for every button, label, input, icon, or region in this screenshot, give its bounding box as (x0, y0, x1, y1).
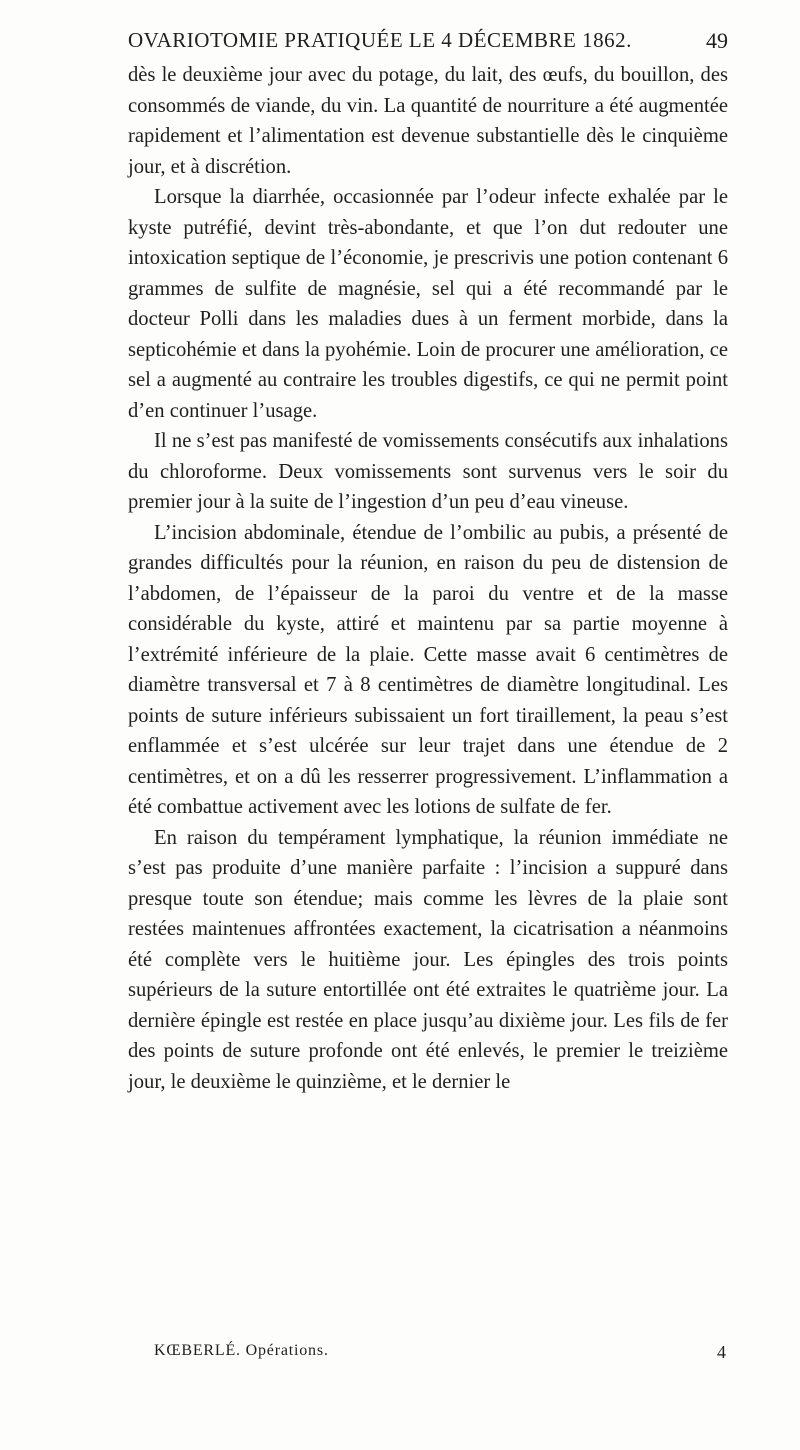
footer-author: KŒBERLÉ. Opérations. (154, 1342, 329, 1359)
paragraph-vomissements: Il ne s’est pas manifesté de vomissements consécutifs aux inhalations du chloroforme. Deux vomissements sont survenus vers le soir du premier jour à la suite de l’ingestion d’un peu d’eau vineuse. (128, 430, 728, 513)
signature-mark: 4 (717, 1342, 726, 1362)
paragraph-diarrhee: Lorsque la diarrhée, occasionnée par l’odeur infecte exhalée par le kyste putréfié, devint très-abondante, et que l’on dut redouter une intoxication septique de l’économie, je prescrivis une potion contenant 6 grammes de sulfite de magnésie, sel qui a été recommandé par le docteur Polli dans les maladies dues à un ferment morbide, dans la septicohémie et dans la pyohémie. Loin de procurer une amélioration, ce sel a augmenté au contraire les troubles digestifs, ce qui ne permit point d’en continuer l’usage. (128, 186, 728, 422)
page-footer (154, 1342, 728, 1372)
running-head (128, 22, 728, 62)
paragraph-incision: L’incision abdominale, étendue de l’ombilic au pubis, a présenté de grandes difficultés pour la réunion, en raison du peu de distension de l’abdomen, de l’épaisseur de la paroi du ventre et de la masse considérable du kyste, attiré et maintenu par sa partie moyenne à l’extrémité inférieure de la plaie. Cette masse avait 6 centimètres de diamètre transversal et 7 à 8 centimètres de diamètre longitudinal. Les points de suture inférieurs subissaient un fort tiraillement, la peau s’est enflammée et s’est ulcérée sur leur trajet dans une étendue de 2 centimètres, et on a dû les resserrer progressivement. L’inflammation a été combattue activement avec les lotions de sulfate de fer. (128, 521, 728, 818)
running-title: OVARIOTOMIE PRATIQUÉE LE 4 DÉCEMBRE 1862. (128, 28, 632, 52)
body-text (128, 60, 728, 1097)
page-number: 49 (706, 28, 728, 53)
paragraph-continuation: dès le deuxième jour avec du potage, du lait, des œufs, du bouillon, des consommés de viande, du vin. La quantité de nourriture a été augmentée rapidement et l’alimentation est devenue substantielle dès le cinquième jour, et à discrétion. (128, 64, 728, 178)
paragraph-reunion: En raison du tempérament lymphatique, la réunion immédiate ne s’est pas produite d’une manière parfaite : l’incision a suppuré dans presque toute son étendue; mais comme les lèvres de la plaie sont restées maintenues affrontées exactement, la cicatrisation a néanmoins été complète vers le huitième jour. Les épingles des trois points supérieurs de la suture entortillée ont été extraites le quatrième jour. La dernière épingle est restée en place jusqu’au dixième jour. Les fils de fer des points de suture profonde ont été enlevés, le premier le treizième jour, le deuxième le quinzième, et le dernier le (128, 826, 728, 1093)
